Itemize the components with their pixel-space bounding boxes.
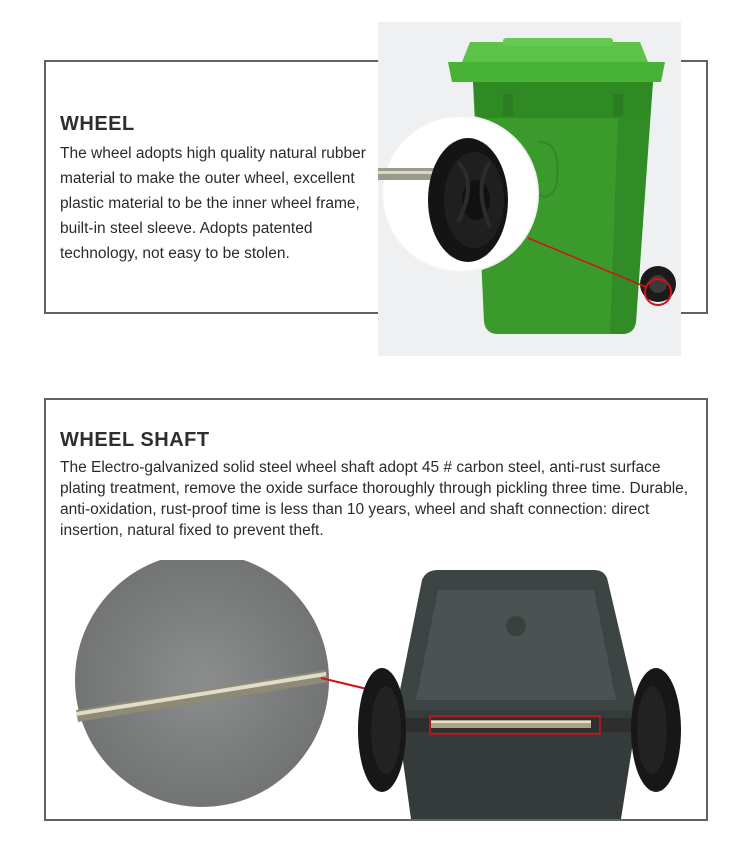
green-bin-photo [378,22,681,356]
wheel-heading: WHEEL [60,113,135,135]
shaft-illustration [46,560,706,819]
green-bin-illustration [378,22,681,356]
shaft-description: The Electro-galvanized solid steel wheel shaft adopt 45 # carbon steel, anti-rust surface plating treatment, remove the oxide surface thoroughly through pickling three time. Durable, anti-oxidation, rust-proof time is less than 10 years, wheel and shaft connection: direct insertion, natural fixed to prevent theft. [60,459,689,539]
shaft-photo [46,560,706,819]
wheel-description: The wheel adopts high quality natural rubber material to make the outer wheel, excellent plastic material to be the inner wheel frame, built-in steel sleeve. Adopts patented technology, not easy to be stolen. [60,145,366,262]
shaft-heading: WHEEL SHAFT [60,429,210,451]
